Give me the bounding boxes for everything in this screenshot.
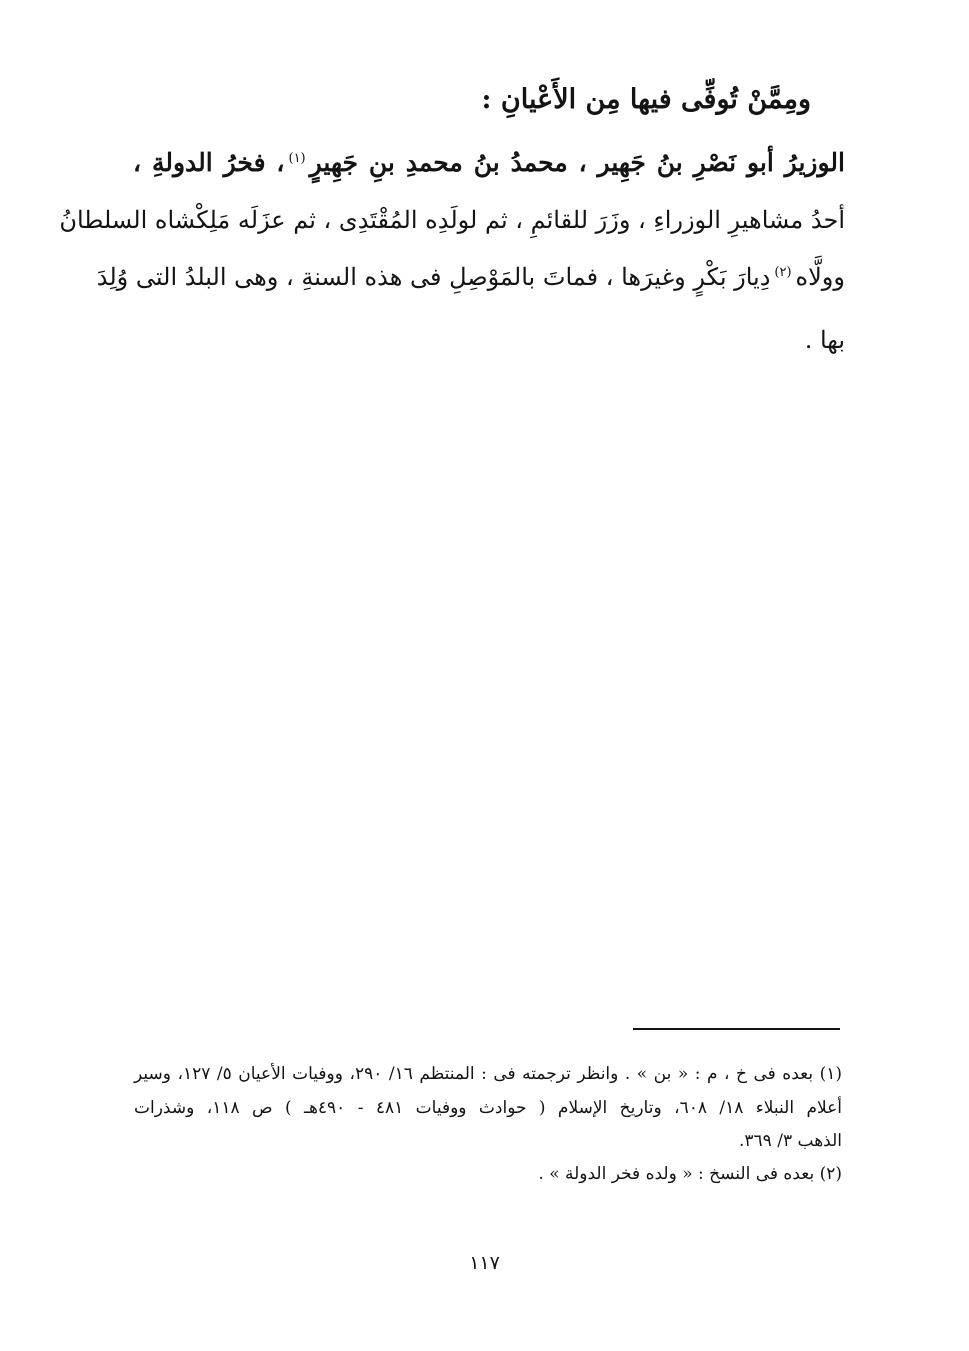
page-number: ١١٧	[469, 1252, 500, 1274]
body-line-4: بها .	[804, 326, 845, 354]
body-line-2: أحدُ مشاهيرِ الوزراءِ ، وزَرَ للقائمِ ، ثم لولَدِه المُقْتَدِى ، ثم عزَلَه مَلِكْشاه السلطانُ	[59, 206, 845, 234]
section-heading: ومِمَّنْ تُوفِّى فيها مِن الأَعْيانِ :	[481, 84, 811, 115]
body-line-3	[96, 263, 845, 291]
footnote-1-line-1: (١) بعده فى خ ، م : « بن » . وانظر ترجمته فى : المنتظم ١٦/ ٢٩٠، ووفيات الأعيان ٥/ ١٢٧، وسير	[134, 1064, 842, 1084]
footnote-separator	[633, 1028, 840, 1030]
body-line-3-rest: دِيارَ بَكْرٍ وغيرَها ، فماتَ بالمَوْصِلِ فى هذه السنةِ ، وهى البلدُ التى وُلِدَ	[96, 263, 771, 291]
title-text: ، فخرُ الدولةِ ،	[133, 148, 285, 177]
footnote-1-line-2: أعلام النبلاء ١٨/ ٦٠٨، وتاريخ الإسلام ( حوادث ووفيات ٤٨١ - ٤٩٠هـ ) ص ١١٨، وشذرات	[134, 1098, 842, 1118]
footnote-2: (٢) بعده فى النسخ : « ولده فخر الدولة » .	[538, 1164, 842, 1184]
vizier-name-text: الوزيرُ أبو نَصْرِ بنُ جَهِير ، محمدُ بنُ محمدِ بنِ جَهِيرٍ	[309, 148, 845, 177]
footnote-ref-1: (١)	[288, 150, 306, 166]
footnote-1-line-3: الذهب ٣/ ٣٦٩.	[739, 1131, 842, 1151]
footnote-ref-2: (٢)	[774, 265, 792, 280]
body-line-3-start: وولَّاه	[795, 263, 845, 291]
body-line-1	[133, 148, 845, 177]
